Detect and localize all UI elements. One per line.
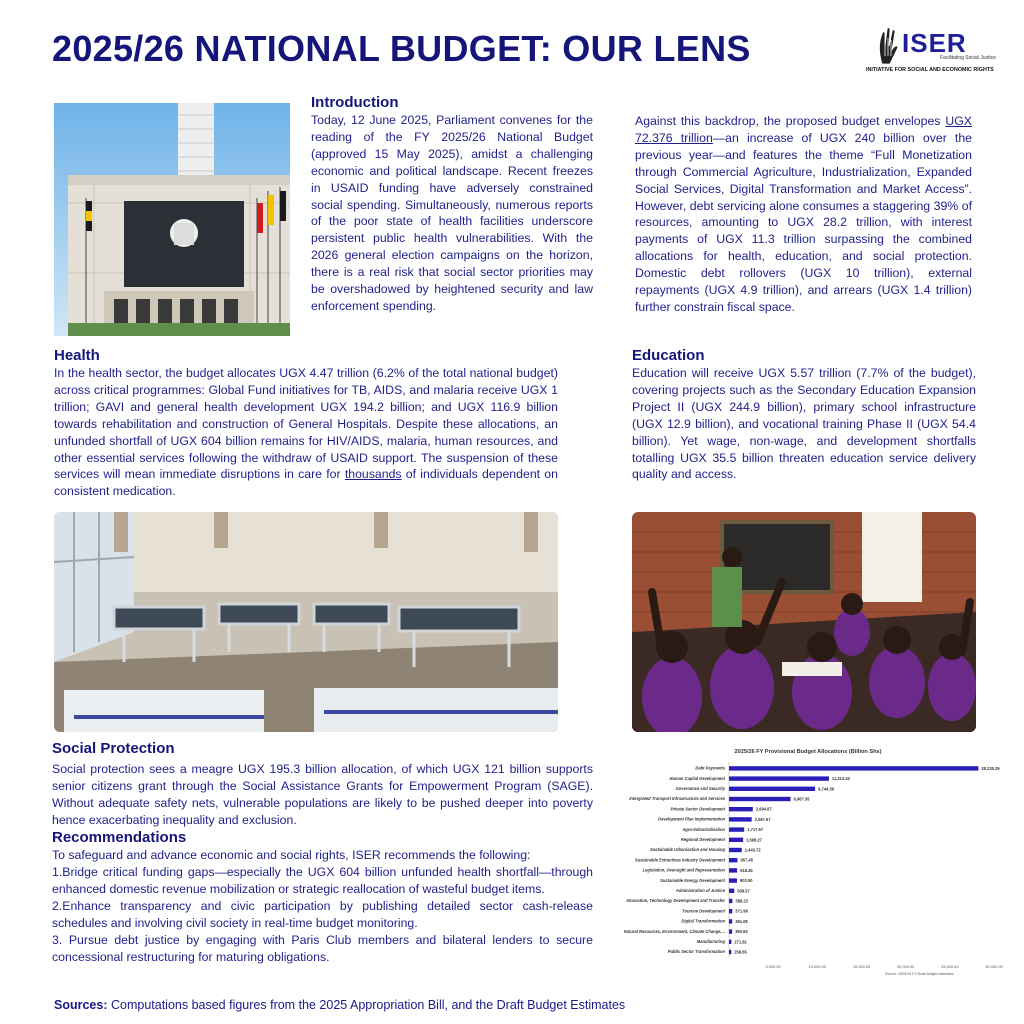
chart-x-tick-label: 30,000.00 (985, 963, 1003, 969)
recommendations-intro: To safeguard and advance economic and social rights, ISER recommends the following: (52, 848, 531, 862)
chart-x-tick-label: 10,000.00 (808, 963, 826, 969)
health-text-post: of individuals dependent on consistent medication. (54, 467, 558, 499)
hands-icon (876, 26, 902, 66)
chart-data-label: 388.23 (735, 898, 748, 904)
chart-bar (729, 797, 791, 801)
recommendations-heading: Recommendations (52, 829, 187, 846)
chart-bar (729, 817, 752, 821)
chart-category-label: Agro-Industrialisation (682, 826, 725, 832)
intro-continued-pre: Against this backdrop, the proposed budget envelopes (635, 114, 946, 128)
logo-name: ISER (902, 28, 967, 58)
thousands-link[interactable]: thousands (344, 467, 402, 482)
chart-data-label: 957.45 (740, 857, 753, 863)
chart-category-label: Natural Resources, Environment, Climate Change,... (623, 928, 725, 934)
health-heading: Health (54, 347, 100, 364)
parliament-building-photo (54, 103, 290, 336)
chart-data-label: 271.81 (734, 939, 747, 945)
education-text: Education will receive UGX 5.57 trillion (7.7% of the budget), covering projects such as the Secondary Education Expansion Project II (UGX 244.9 billion), primary school infrastructure (UGX 12.9 billion), and vocational training Phase II (UGX 54.4 billion). Yet wage, non-wage, and development shortfalls totalling UGX 35.5 billion threaten education service delivery quality and access. (632, 366, 976, 482)
chart-category-label: Digital Transformation (681, 918, 725, 924)
page-title: 2025/26 NATIONAL BUDGET: OUR LENS (52, 28, 751, 69)
chart-data-label: 1,598.27 (746, 837, 763, 843)
chart-data-label: 6,967.35 (793, 796, 810, 802)
chart-bar (729, 909, 732, 913)
chart-data-label: 918.45 (740, 867, 753, 873)
chart-bar (729, 889, 734, 893)
chart-category-label: Development Plan Implementation (658, 816, 725, 822)
chart-bar (729, 807, 753, 811)
chart-bar (729, 868, 737, 872)
chart-category-label: Sustainable Urbanisation and Housing (649, 847, 725, 853)
recommendation-item: 2.Enhance transparency and civic participation by publishing detailed sector cash-release schedules and involving civil society in real-time budget monitoring. (52, 898, 593, 930)
recommendation-item: 3. Pursue debt justice by engaging with Paris Club members and bilateral lenders to secure concessional restructuring for maturing obligations. (52, 932, 593, 964)
chart-category-label: Private Sector Development (670, 806, 725, 812)
chart-data-label: 11,313.42 (831, 776, 850, 782)
chart-category-label: Legislation, Oversight and Representation (642, 867, 725, 873)
logo-tagline: Facilitating Social Justice (940, 55, 996, 61)
chart-bar (729, 899, 732, 903)
chart-category-label: Sustainable Energy Development (660, 877, 725, 883)
chart-source-note: Source: 2025/26 FY Draft budget estimates (884, 971, 954, 976)
chart-data-label: 361.08 (735, 918, 748, 924)
chart-data-label: 350.06 (735, 929, 748, 935)
recommendation-item: 1.Bridge critical funding gaps—especially the UGX 604 billion unfunded health shortfall—through enhanced domestic revenue mobilization or strategic reallocation of wasteful budget items. (52, 865, 593, 896)
chart-category-label: Innovation, Technology Development and Transfer (626, 898, 725, 904)
chart-category-label: Regional Development (680, 837, 725, 842)
classroom-photo (632, 512, 976, 732)
chart-category-label: Administration of Justice (675, 888, 725, 893)
chart-x-tick-label: 25,000.00 (941, 963, 959, 969)
chart-bar (729, 848, 742, 852)
introduction-heading: Introduction (311, 94, 399, 111)
chart-category-label: Intergrated Transport Infrastructure and Services (629, 796, 725, 802)
chart-bar (729, 950, 731, 954)
intro-continued-post: —an increase of UGX 240 billion over the previous year—and features the theme “Full Monetization through Commercial Agriculture, Industrialization, Expanded Social Services, Digital Transformation and Market Access”. However, debt servicing alone consumes a staggering 39% of resources, amounting to UGX 28.2 trillion, with interest payments of UGX 11.3 trillion surpassing the combined allocations for health, education, and social protection. Domestic debt rollovers (UGX 10 trillion), external repayments (UGX 4.9 trillion), and arrears (UGX 1.4 trillion) further constrain fiscal space. (635, 130, 973, 314)
iser-logo (866, 26, 996, 76)
chart-data-label: 2,567.67 (754, 816, 771, 822)
chart-data-label: 1,717.57 (747, 827, 764, 833)
chart-data-label: 2,694.87 (755, 806, 772, 812)
chart-bar (729, 827, 744, 831)
health-text-pre: In the health sector, the budget allocates UGX 4.47 trillion (6.2% of the total national budget) across critical programmes: Global Fund initiatives for TB, AIDS, and malaria receive UGX 1 trillion; GAVI and general health development UGX 194.2 billion; and UGX 116.9 billion towards rehabilitation and construction of General Hospitals. Despite these allocations, an unfunded shortfall of UGX 604 billion remains for HIV/AIDS, malaria, human resources, and other essential services following the withdraw of USAID support. The suspension of these services will mean immediate disruptions in care for (54, 366, 558, 482)
social-protection-text: Social protection sees a meagre UGX 195.3 billion allocation, of which UGX 121 billion supports senior citizens grant through the Social Assistance Grants for Empowerment Program (SAGE). Without adequate safety nets, vulnerable populations are likely to be pushed deeper into poverty hence exacerbating inequality and exclusion. (52, 762, 593, 827)
chart-bar (729, 878, 737, 882)
chart-category-label: Sustainable Extractives Industry Development (634, 857, 725, 863)
sources-text: Computations based figures from the 2025 Appropriation Bill, and the Draft Budget Estimates (107, 998, 626, 1012)
chart-bar (729, 929, 732, 933)
chart-x-tick-label: 20,000.00 (897, 963, 915, 969)
chart-bar (729, 766, 978, 770)
chart-data-label: 371.99 (735, 908, 748, 914)
chart-data-label: 1,443.72 (744, 847, 761, 853)
chart-data-label: 28,235.29 (981, 765, 1000, 771)
chart-bar (729, 787, 815, 791)
chart-bar (729, 858, 737, 862)
hospital-ward-photo (54, 512, 558, 732)
chart-title: 2025/26 FY Provisional Budget Allocations (Billion Shs) (734, 749, 882, 755)
budget-envelope-link[interactable]: UGX 72.376 trillion (635, 114, 972, 145)
chart-category-label: Manufacturing (696, 939, 725, 944)
chart-category-label: Debt Payments (695, 765, 725, 771)
education-heading: Education (632, 347, 705, 364)
chart-data-label: 903.90 (739, 878, 753, 884)
introduction-continued-text (635, 113, 972, 316)
social-protection-heading: Social Protection (52, 740, 175, 757)
chart-data-label: 258.65 (734, 949, 747, 955)
chart-x-tick-label: 15,000.00 (852, 963, 871, 969)
introduction-text: Today, 12 June 2025, Parliament convenes for the reading of the FY 2025/26 National Budget (approved 15 May 2025), amidst a challenging economic and political landscape. Recent freezes in USAID funding have adversely constrained social spending. Simultaneously, numerous reports of the poor state of health facilities underscore persistent public health vulnerabilities. With the 2026 general election campaigns on the horizon, there is a real risk that social sector priorities may be overshadowed by heightened security and law enforcement spending. (311, 113, 593, 313)
logo-full-name: INITIATIVE FOR SOCIAL AND ECONOMIC RIGHTS (866, 67, 994, 73)
chart-category-label: Governance and Security (675, 786, 725, 791)
chart-data-label: 9,744.39 (818, 786, 835, 792)
chart-bar (729, 776, 829, 780)
chart-data-label: 598.57 (737, 888, 750, 894)
chart-bar (729, 838, 743, 842)
chart-category-label: Human Capital Development (669, 775, 725, 781)
chart-category-label: Public Sector Transformation (667, 949, 725, 955)
budget-allocations-chart (612, 742, 1012, 976)
chart-x-tick-label: 5,000.00 (765, 963, 781, 969)
chart-bar (729, 940, 731, 944)
budget-allocations-chart-svg (612, 742, 1012, 976)
sources-note (54, 998, 625, 1012)
chart-category-label: Tourism Development (682, 908, 725, 914)
recommendations-list (52, 864, 593, 965)
sources-label: Sources: (54, 998, 108, 1012)
health-text (54, 365, 558, 500)
chart-bar (729, 919, 732, 923)
